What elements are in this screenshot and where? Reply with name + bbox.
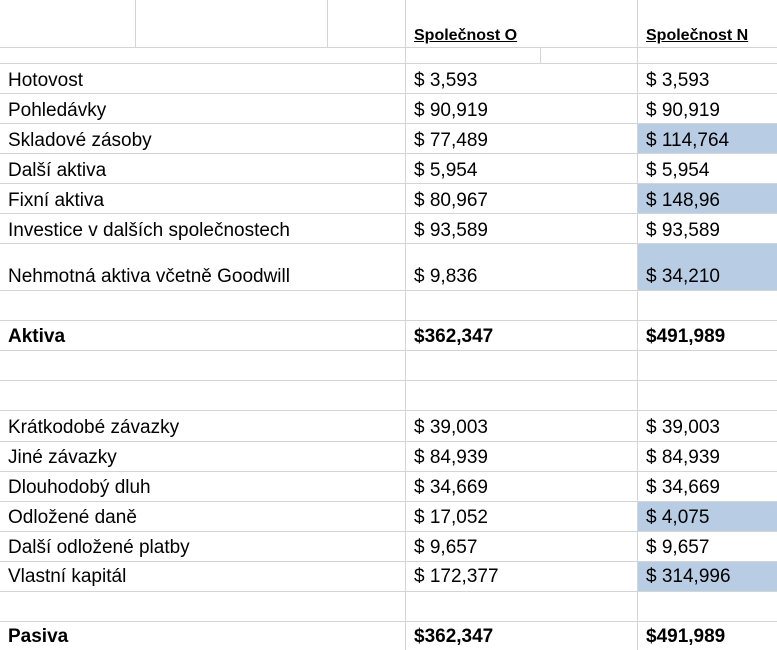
gridline-h <box>0 320 777 321</box>
gridline-h <box>0 531 777 532</box>
cell-company-o: $ 9,657 <box>414 537 478 558</box>
gridline-h <box>0 290 777 291</box>
row-label: Investice v dalších společnostech <box>8 220 290 241</box>
gridline-h <box>0 93 777 94</box>
column-header-company-o: Společnost O <box>414 27 518 44</box>
gridline-h <box>0 471 777 472</box>
liabilities-total-company-n: $491,989 <box>646 626 726 647</box>
gridline-h <box>0 63 777 64</box>
liabilities-total-company-o: $362,347 <box>414 626 494 647</box>
row-label: Dlouhodobý dluh <box>8 477 151 498</box>
cell-company-n: $ 314,996 <box>646 566 731 587</box>
gridline-h <box>0 243 777 244</box>
cell-company-o: $ 93,589 <box>414 220 488 241</box>
row-label: Hotovost <box>8 70 83 91</box>
gridline-h <box>0 123 777 124</box>
cell-company-o: $ 39,003 <box>414 417 488 438</box>
column-header-company-n: Společnost N <box>646 27 749 44</box>
cell-company-n: $ 93,589 <box>646 220 720 241</box>
gridline-h <box>0 183 777 184</box>
gridline-v <box>405 0 406 650</box>
cell-company-o: $ 84,939 <box>414 447 488 468</box>
liabilities-total-label: Pasiva <box>8 626 69 647</box>
row-label: Další aktiva <box>8 160 107 181</box>
gridline-h <box>0 591 777 592</box>
cell-company-o: $ 17,052 <box>414 507 488 528</box>
cell-company-o: $ 77,489 <box>414 130 488 151</box>
cell-company-n: $ 9,657 <box>646 537 710 558</box>
row-label: Pohledávky <box>8 100 107 121</box>
cell-company-n: $ 5,954 <box>646 160 710 181</box>
cell-company-o: $ 172,377 <box>414 566 499 587</box>
cell-company-o: $ 34,669 <box>414 477 488 498</box>
gridline-v <box>637 0 638 650</box>
cell-company-n: $ 90,919 <box>646 100 720 121</box>
gridline-h <box>0 47 777 48</box>
cell-company-n: $ 34,210 <box>646 266 720 287</box>
row-label: Fixní aktiva <box>8 190 105 211</box>
cell-company-n: $ 39,003 <box>646 417 720 438</box>
cell-company-n: $ 84,939 <box>646 447 720 468</box>
gridline-h <box>0 350 777 351</box>
gridline-h <box>0 621 777 622</box>
gridline-v <box>327 0 328 47</box>
row-label: Krátkodobé závazky <box>8 417 180 438</box>
cell-company-n: $ 3,593 <box>646 70 710 91</box>
assets-total-company-n: $491,989 <box>646 326 726 347</box>
gridline-h <box>0 213 777 214</box>
assets-total-label: Aktiva <box>8 326 66 347</box>
cell-company-n: $ 34,669 <box>646 477 720 498</box>
cell-company-o: $ 9,836 <box>414 266 478 287</box>
gridline-h <box>0 410 777 411</box>
cell-company-n: $ 114,764 <box>646 130 730 151</box>
cell-company-o: $ 80,967 <box>414 190 488 211</box>
cell-company-n: $ 4,075 <box>646 507 710 528</box>
cell-company-o: $ 3,593 <box>414 70 478 91</box>
row-label: Vlastní kapitál <box>8 566 127 587</box>
assets-total-company-o: $362,347 <box>414 326 494 347</box>
gridline-h <box>0 561 777 562</box>
row-label: Další odložené platby <box>8 537 190 558</box>
gridline-h <box>0 501 777 502</box>
cell-company-o: $ 90,919 <box>414 100 488 121</box>
gridline-h <box>0 153 777 154</box>
gridline-h <box>0 380 777 381</box>
gridline-v <box>135 0 136 47</box>
cell-company-n: $ 148,96 <box>646 190 720 211</box>
row-label: Skladové zásoby <box>8 130 152 151</box>
cell-company-o: $ 5,954 <box>414 160 478 181</box>
gridline-v <box>540 47 541 63</box>
gridline-h <box>0 441 777 442</box>
row-label: Jiné závazky <box>8 447 117 468</box>
row-label: Nehmotná aktiva včetně Goodwill <box>8 266 290 287</box>
row-label: Odložené daně <box>8 507 137 528</box>
